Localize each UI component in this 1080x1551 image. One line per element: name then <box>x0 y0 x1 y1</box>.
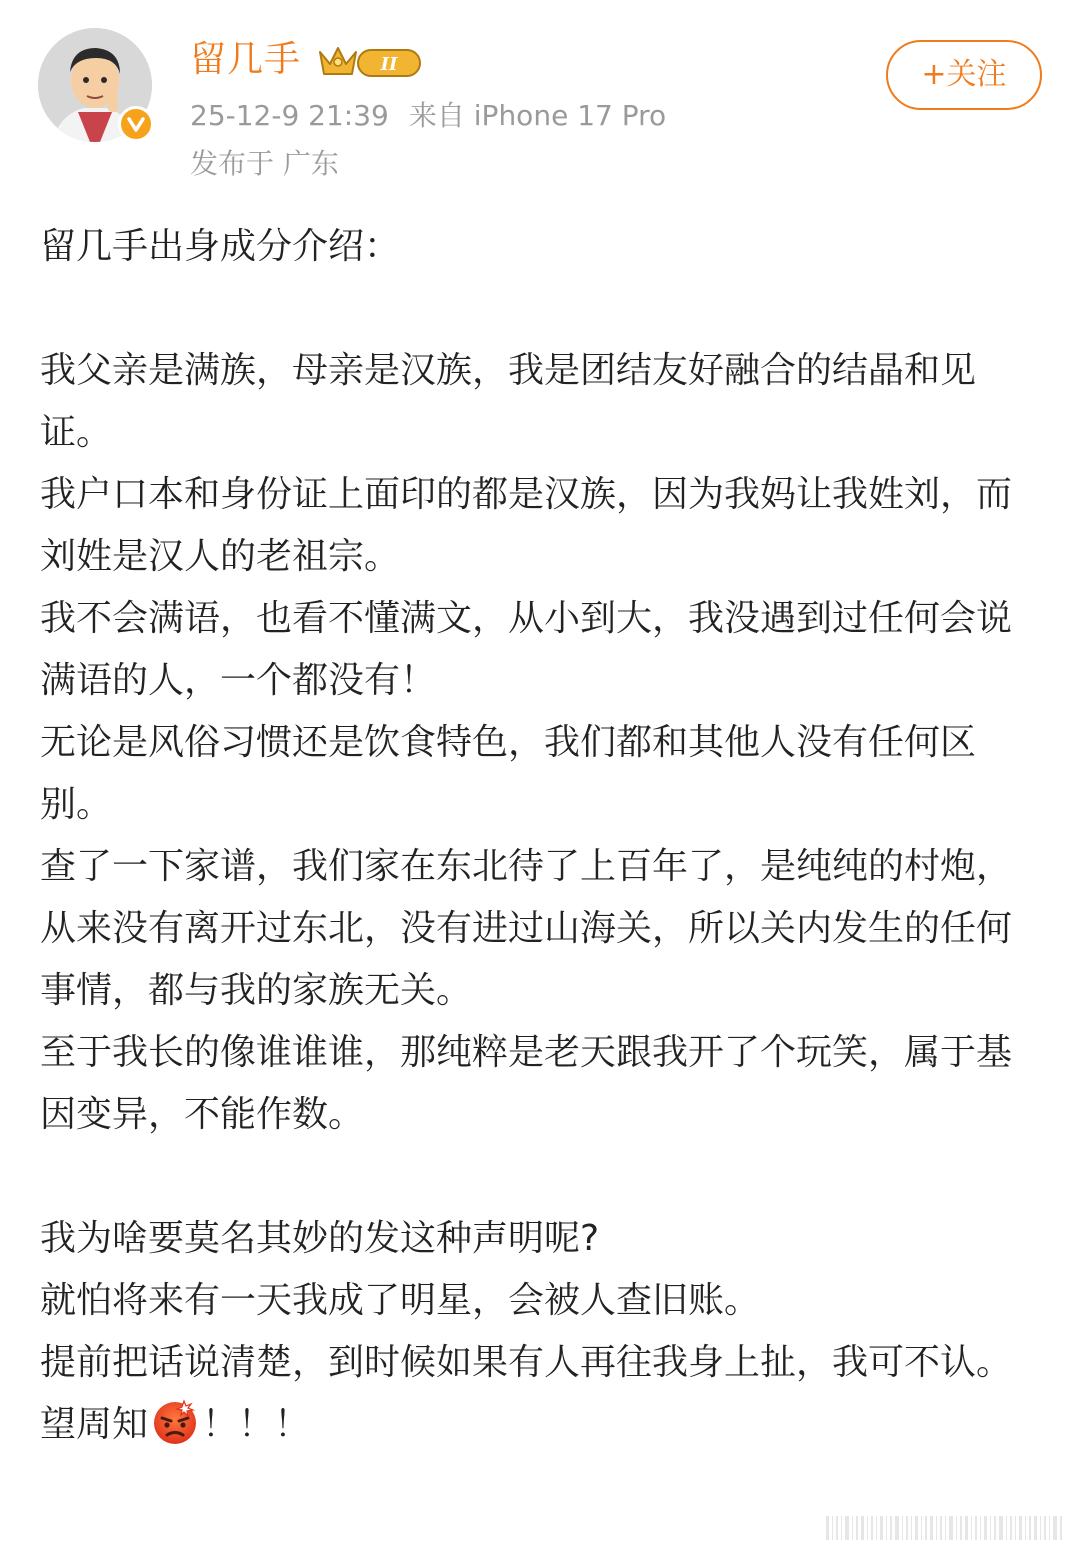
follow-button[interactable]: +关注 <box>886 40 1042 110</box>
timestamp: 25-12-9 21:39 <box>190 99 389 132</box>
paragraph: 提前把话说清楚，到时候如果有人再往我身上扯，我可不认。 <box>40 1342 1013 1383</box>
closing-line <box>40 1394 1040 1456</box>
post-content <box>40 216 1040 1456</box>
vip-level-text: II <box>380 54 398 75</box>
username[interactable]: 留几手 <box>190 39 302 80</box>
post-location: 发布于 广东 <box>190 147 339 180</box>
paragraph: 我为啥要莫名其妙的发这种声明呢? <box>40 1218 600 1259</box>
paragraph: 查了一下家谱，我们家在东北待了上百年了，是纯纯的村炮，从来没有离开过东北，没有进过山海关，所以关内发生的任何事情，都与我的家族无关。 <box>40 846 1013 1011</box>
paragraph: 就怕将来有一天我成了明星，会被人查旧账。 <box>40 1280 761 1321</box>
post-title: 留几手出身成分介绍： <box>40 226 401 267</box>
paragraph: 我不会满语，也看不懂满文，从小到大，我没遇到过任何会说满语的人，一个都没有！ <box>40 598 1013 701</box>
verified-badge-icon <box>118 106 154 142</box>
post-source: 来自 iPhone 17 Pro <box>408 99 667 132</box>
angry-face-icon <box>150 1396 200 1446</box>
paragraph: 无论是风俗习惯还是饮食特色，我们都和其他人没有任何区别。 <box>40 722 977 825</box>
closing-exclamations: ！！！ <box>202 1404 311 1445</box>
paragraph: 至于我长的像谁谁谁，那纯粹是老天跟我开了个玩笑，属于基因变异，不能作数。 <box>40 1032 1013 1135</box>
vip-crown-badge[interactable] <box>316 42 424 80</box>
barcode-watermark <box>826 1516 1066 1540</box>
post-header <box>0 0 1080 200</box>
paragraph: 我父亲是满族，母亲是汉族，我是团结友好融合的结晶和见证。 <box>40 350 977 453</box>
crown-icon <box>316 42 424 80</box>
paragraph: 我户口本和身份证上面印的都是汉族，因为我妈让我姓刘，而刘姓是汉人的老祖宗。 <box>40 474 1013 577</box>
post-meta <box>190 96 666 136</box>
closing-text: 望周知 <box>40 1404 149 1445</box>
